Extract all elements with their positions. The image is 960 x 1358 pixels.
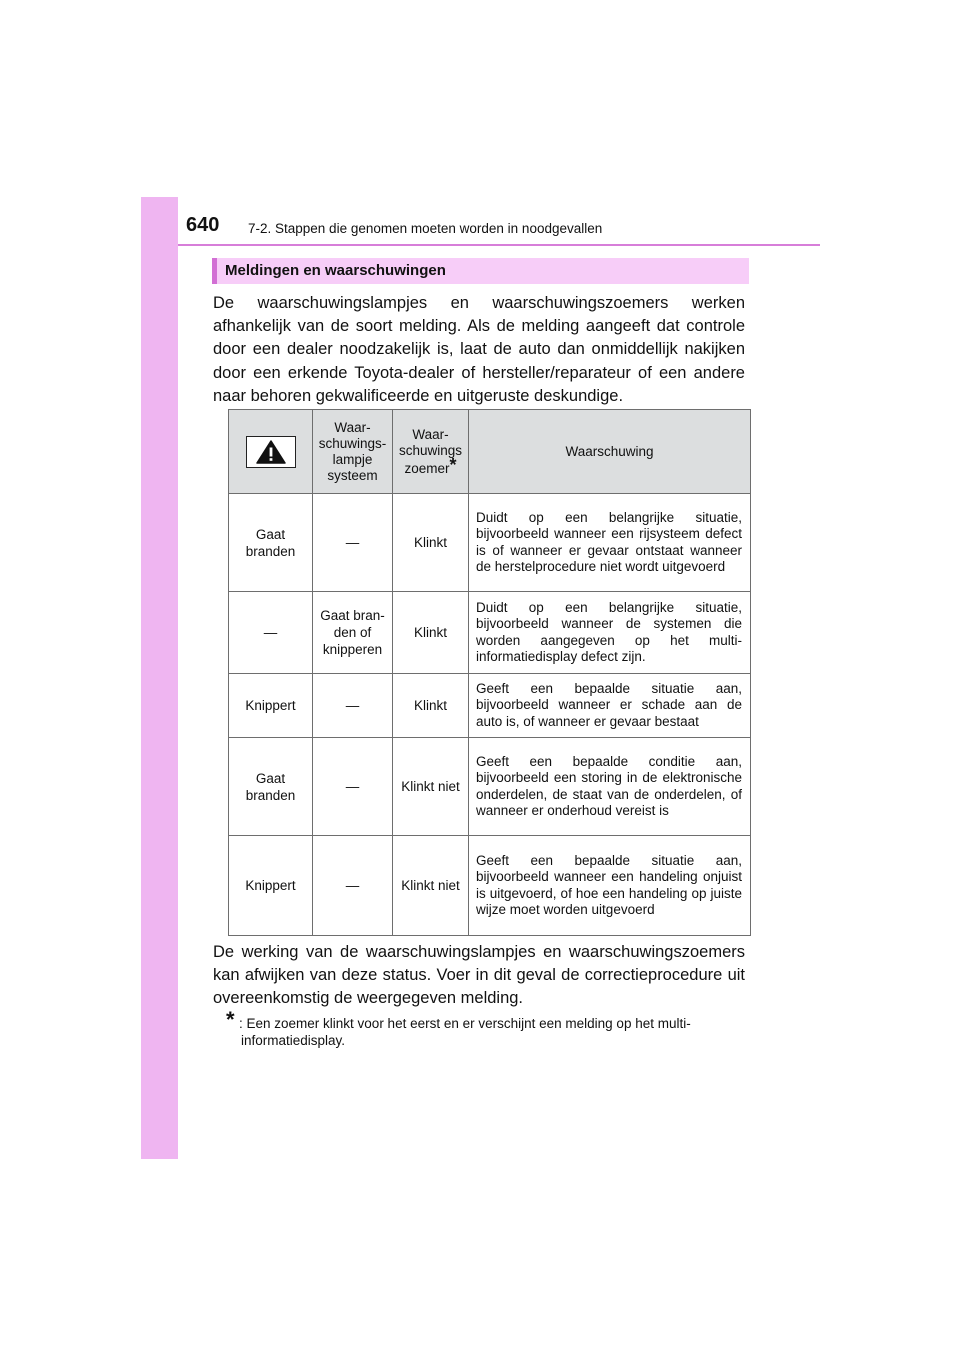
cell-state: — [229, 592, 313, 674]
section-heading [212, 258, 749, 284]
section-accent [212, 258, 217, 284]
outro-paragraph: De werking van de waarschuwingslampjes en waarschuwingszoemers kan afwijken van deze status. Voer in dit geval de correctieprocedure uit overeenkomstig de weergegeven melding. [213, 943, 745, 1008]
header-lamp [313, 410, 393, 494]
header-lamp-text: Waar- schuwings- lampje systeem [318, 419, 387, 483]
cell-description: Geeft een bepaalde conditie aan, bijvoorbeeld een storing in de elektronische onderdelen, de staat van de onderdelen, of wanneer er onderhoud vereist is [469, 738, 751, 836]
header-icon-cell [229, 410, 313, 494]
footnote-line-2: informatiedisplay. [241, 1033, 346, 1048]
footnote-star: * [226, 1007, 235, 1032]
cell-state: Knippert [229, 674, 313, 738]
table-row [229, 738, 751, 836]
cell-buzzer: Klinkt [393, 592, 469, 674]
cell-lamp: — [313, 738, 393, 836]
cell-description: Duidt op een belangrijke situatie, bijvoorbeeld wanneer de systemen die worden aangegeven op het multi-informatiedisplay defect zijn. [469, 592, 751, 674]
chapter-title: 7-2. Stappen die genomen moeten worden in noodgevallen [248, 221, 603, 236]
cell-lamp: — [313, 836, 393, 936]
table-header-row [229, 410, 751, 494]
cell-description: Geeft een bepaalde situatie aan, bijvoorbeeld wanneer er schade aan de auto is, of wanneer er gevaar bestaat [469, 674, 751, 738]
table-row [229, 836, 751, 936]
page-number: 640 [186, 214, 220, 236]
cell-description: Duidt op een belangrijke situatie, bijvoorbeeld wanneer een rijsysteem defect is of wanneer er gevaar ontstaat wanneer de herstelprocedure niet wordt uitgevoerd [469, 494, 751, 592]
section-title: Meldingen en waarschuwingen [225, 262, 446, 279]
header-buzzer [393, 410, 469, 494]
cell-description: Geeft een bepaalde situatie aan, bijvoorbeeld wanneer een handeling onjuist is uitgevoerd, of hoe een handeling op juiste wijze moet worden uitgevoerd [469, 836, 751, 936]
cell-state: Gaat branden [229, 494, 313, 592]
cell-buzzer: Klinkt [393, 674, 469, 738]
header-warning: Waarschuwing [469, 410, 751, 494]
cell-buzzer: Klinkt niet [393, 738, 469, 836]
header-rule [178, 244, 820, 246]
table-row [229, 494, 751, 592]
chapter-side-bar [141, 197, 178, 1159]
cell-state: Knippert [229, 836, 313, 936]
master-warning-triangle-icon [246, 436, 296, 468]
table-row [229, 592, 751, 674]
header-buzzer-text: Waar- schuwings zoemer [398, 426, 463, 476]
cell-lamp: — [313, 674, 393, 738]
footnote-line-1: : Een zoemer klinkt voor het eerst en er verschijnt een melding op het multi- [239, 1016, 691, 1031]
table-row [229, 674, 751, 738]
cell-buzzer: Klinkt [393, 494, 469, 592]
cell-state: Gaat branden [229, 738, 313, 836]
cell-buzzer: Klinkt niet [393, 836, 469, 936]
footnote [226, 1007, 746, 1049]
intro-paragraph: De waarschuwingslampjes en waarschuwingszoemers werken afhankelijk van de soort melding. Als de melding aangeeft dat controle door een dealer noodzakelijk is, laat de auto dan onmiddellijk nakijken door een erkende Toyota-dealer of hersteller/reparateur of een andere naar behoren gekwalificeerde en uitgeruste deskundige. [213, 294, 745, 405]
cell-lamp: — [313, 494, 393, 592]
footnote-mark: * [449, 454, 457, 475]
warning-table [228, 409, 751, 936]
cell-lamp: Gaat bran- den of knipperen [313, 592, 393, 674]
